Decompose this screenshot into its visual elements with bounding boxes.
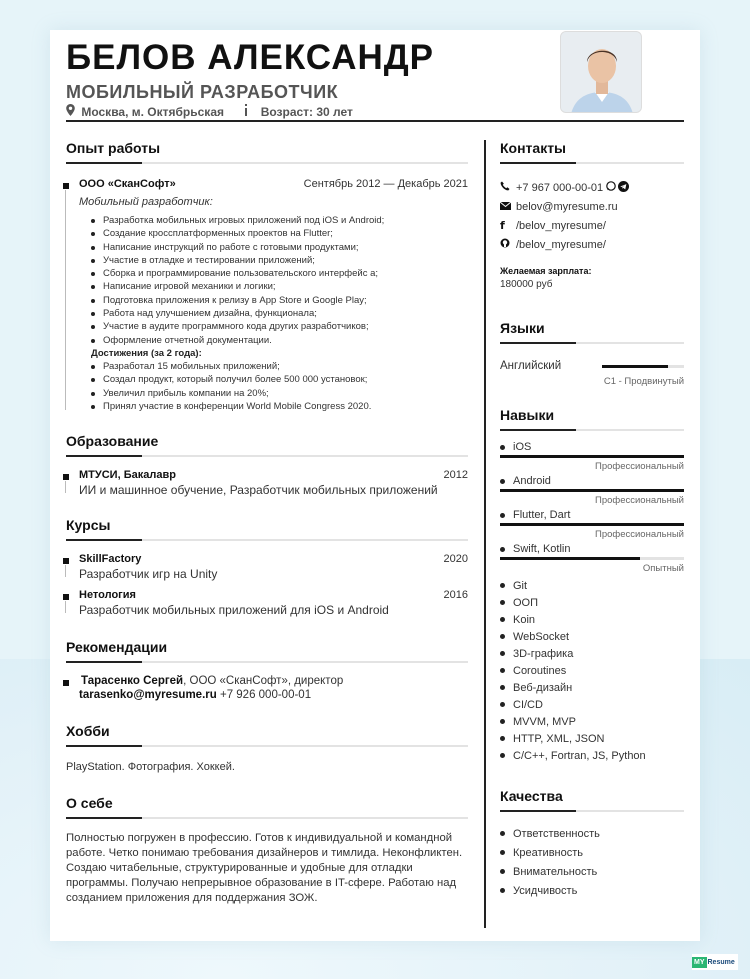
- recommendations-title: Рекомендации: [66, 639, 168, 656]
- skill-item: [500, 509, 684, 540]
- quality-dot: [500, 888, 505, 893]
- skill-name: iOS: [513, 441, 532, 453]
- info-icon: [243, 104, 249, 119]
- skills-title: Навыки: [500, 407, 555, 423]
- resume-page: [50, 30, 700, 941]
- list-item: [500, 662, 684, 679]
- skill-dot: [500, 513, 505, 518]
- skill-dot: [500, 668, 505, 673]
- list-item: [500, 713, 684, 730]
- skill-name: Koin: [513, 613, 536, 626]
- skill-bar-fill: [500, 455, 684, 458]
- recommendation-details: , ООО «СканСофт», директор: [183, 675, 344, 688]
- quality-name: Внимательность: [513, 865, 598, 878]
- skill-bar: [500, 557, 684, 560]
- skill-dot: [500, 600, 505, 605]
- skill-dot: [500, 719, 505, 724]
- skill-bar-fill: [500, 557, 640, 560]
- skill-name: Swift, Kotlin: [513, 543, 571, 555]
- skill-name: ООП: [513, 596, 539, 609]
- achievements-list: [91, 360, 468, 413]
- logo-my: MY: [694, 958, 705, 966]
- list-item: [500, 577, 684, 594]
- list-item: Создание кроссплатформенных проектов на Flutter;: [91, 227, 468, 240]
- skill-name: Flutter, Dart: [513, 509, 571, 521]
- list-item: Увеличил прибыль компании на 20%;: [91, 387, 468, 400]
- skill-name: HTTP, XML, JSON: [513, 732, 605, 745]
- skill-dot: [500, 583, 505, 588]
- education-specialty: ИИ и машинное обучение, Разработчик мобильных приложений: [79, 483, 438, 498]
- languages-title: Языки: [500, 320, 545, 336]
- education-entry: [66, 469, 468, 497]
- courses-underline: [66, 539, 468, 541]
- recommendation-person-line: [79, 675, 468, 687]
- skill-item: [500, 475, 684, 506]
- skill-bar-fill: [500, 523, 684, 526]
- skill-dot: [500, 547, 505, 552]
- education-year: 2012: [443, 469, 468, 482]
- whatsapp-icon[interactable]: [606, 181, 616, 194]
- list-item: Написание инструкций по работе с готовыми продуктами;: [91, 241, 468, 254]
- course-name: Разработчик игр на Unity: [79, 567, 218, 582]
- phone-icon: [500, 181, 516, 194]
- location-pin-icon: [66, 104, 75, 119]
- skill-item: [500, 543, 684, 574]
- skill-dot: [500, 651, 505, 656]
- skill-dot: [500, 445, 505, 450]
- facebook-icon: f: [500, 219, 505, 232]
- skill-bar: [500, 489, 684, 492]
- entry-bullet: [63, 183, 69, 189]
- header-divider: [66, 120, 684, 122]
- duties-list: [91, 214, 468, 347]
- skill-name: MVVM, MVP: [513, 715, 576, 728]
- course-year: 2020: [443, 553, 468, 566]
- entry-line: [65, 565, 66, 577]
- course-name: Разработчик мобильных приложений для iOS и Android: [79, 603, 389, 618]
- language-name: Английский: [500, 360, 562, 372]
- about-title: О себе: [66, 795, 113, 812]
- achievements-title: Достижения (за 2 года):: [91, 347, 202, 359]
- skill-name: WebSocket: [513, 630, 570, 643]
- hobby-underline: [66, 745, 468, 747]
- contact-github-row: [500, 235, 684, 254]
- qualities-underline: [500, 810, 684, 812]
- contact-phone[interactable]: +7 967 000-00-01: [516, 181, 604, 194]
- skill-name: Веб-дизайн: [513, 681, 573, 694]
- skill-dot: [500, 479, 505, 484]
- quality-name: Усидчивость: [513, 884, 578, 897]
- list-item: [500, 628, 684, 645]
- list-item: Сборка и программирование пользовательского интерфейс а;: [91, 267, 468, 280]
- recommendation-phone[interactable]: +7 926 000-00-01: [216, 689, 312, 702]
- entry-bullet: [63, 474, 69, 480]
- list-item: [500, 824, 684, 843]
- hobby-text: PlayStation. Фотография. Хоккей.: [66, 761, 235, 774]
- list-item: [500, 747, 684, 764]
- resume-header: [66, 38, 684, 120]
- skill-name: 3D-графика: [513, 647, 574, 660]
- contact-email-row: [500, 197, 684, 216]
- age-text: Возраст: 30 лет: [260, 104, 353, 119]
- list-item: Подготовка приложения к релизу в App Store и Google Play;: [91, 294, 468, 307]
- course-school: Нетология: [79, 589, 136, 602]
- skill-dot: [500, 685, 505, 690]
- skill-bar: [500, 523, 684, 526]
- company-name: ООО «СканСофт»: [79, 178, 176, 190]
- course-entry: [66, 589, 468, 617]
- list-item: [500, 645, 684, 662]
- skill-level: Профессиональный: [595, 461, 684, 472]
- recommendation-entry: [66, 675, 468, 701]
- recommendation-contact-line: [79, 689, 468, 701]
- education-school: МТУСИ, Бакалавр: [79, 469, 176, 482]
- entry-line: [65, 481, 66, 493]
- skill-item: [500, 441, 684, 472]
- contact-facebook[interactable]: /belov_myresume/: [516, 219, 606, 232]
- quality-name: Креативность: [513, 846, 584, 859]
- contact-facebook-row: [500, 216, 684, 235]
- recommendations-underline: [66, 661, 468, 663]
- languages-underline: [500, 342, 684, 344]
- skill-name: Coroutines: [513, 664, 567, 677]
- experience-role: Мобильный разработчик:: [79, 196, 213, 208]
- language-level: C1 - Продвинутый: [603, 376, 684, 387]
- entry-bullet: [63, 594, 69, 600]
- skill-dot: [500, 753, 505, 758]
- skills-underline: [500, 429, 684, 431]
- telegram-icon[interactable]: [618, 181, 629, 195]
- email-icon: [500, 201, 516, 213]
- skill-bar: [500, 455, 684, 458]
- list-item: [500, 862, 684, 881]
- list-item: [500, 881, 684, 900]
- about-text: Полностью погружен в профессию. Готов к индивидуальной и командной работе. Четко понимаю требования дизайнеров и тимлида. Неконфликтен. Создаю читабельные, структурированные и удобные для отладки программы. Получаю непрерывное образование в IT-сфере. Работаю над созданием приложения для поддержания ЗОЖ.: [66, 832, 463, 905]
- contacts-underline: [500, 162, 684, 164]
- list-item: [500, 611, 684, 628]
- contacts-title: Контакты: [500, 140, 567, 156]
- list-item: Участие в аудите программного кода других разработчиков;: [91, 320, 468, 333]
- list-item: Разработка мобильных игровых приложений под iOS и Android;: [91, 214, 468, 227]
- list-item: [500, 594, 684, 611]
- list-item: [500, 730, 684, 747]
- skill-level: Профессиональный: [595, 529, 684, 540]
- list-item: [500, 843, 684, 862]
- experience-entry: [66, 178, 468, 413]
- list-item: Оформление отчетной документации.: [91, 334, 468, 347]
- list-item: Работа над улучшением дизайна, функционала;: [91, 307, 468, 320]
- skill-level: Профессиональный: [595, 495, 684, 506]
- location-text: Москва, м. Октябрьская: [81, 104, 224, 119]
- quality-name: Ответственность: [513, 827, 600, 840]
- experience-title: Опыт работы: [66, 140, 161, 156]
- courses-title: Курсы: [66, 517, 111, 534]
- list-item: [500, 696, 684, 713]
- candidate-meta: [66, 104, 353, 119]
- candidate-position: МОБИЛЬНЫЙ РАЗРАБОТЧИК: [66, 82, 339, 102]
- list-item: [500, 679, 684, 696]
- column-divider: [484, 140, 486, 928]
- recommendation-email[interactable]: tarasenko@myresume.ru: [79, 689, 217, 702]
- skill-name: CI/CD: [513, 698, 543, 711]
- right-column: [500, 140, 684, 900]
- list-item: Участие в отладке и тестировании приложений;: [91, 254, 468, 267]
- qualities-title: Качества: [500, 788, 563, 804]
- skill-name: Git: [513, 579, 528, 592]
- contact-phone-row: [500, 178, 684, 197]
- contact-email[interactable]: belov@myresume.ru: [516, 200, 618, 213]
- entry-bullet: [63, 558, 69, 564]
- quality-dot: [500, 869, 505, 874]
- recommendation-person: Тарасенко Сергей: [81, 675, 184, 688]
- experience-underline: [66, 162, 468, 164]
- list-item: Разработал 15 мобильных приложений;: [91, 360, 468, 373]
- salary-label: Желаемая зарплата:: [500, 266, 592, 276]
- entry-line: [65, 601, 66, 613]
- skill-level: Опытный: [642, 563, 684, 574]
- language-entry: [500, 360, 684, 372]
- course-year: 2016: [443, 589, 468, 602]
- skill-dot: [500, 634, 505, 639]
- skill-dot: [500, 702, 505, 707]
- skill-dot: [500, 736, 505, 741]
- entry-bullet: [63, 680, 69, 686]
- about-underline: [66, 817, 468, 819]
- list-item: Написание игровой механики и логики;: [91, 280, 468, 293]
- left-column: [66, 140, 468, 906]
- language-bar-fill: [602, 365, 668, 368]
- quality-dot: [500, 831, 505, 836]
- skill-name: Android: [513, 475, 551, 487]
- rated-skills: [500, 441, 684, 574]
- course-school: SkillFactory: [79, 553, 142, 566]
- education-title: Образование: [66, 433, 159, 450]
- candidate-name: БЕЛОВ АЛЕКСАНДР: [66, 38, 435, 77]
- logo-resume: Resume: [707, 958, 735, 966]
- quality-dot: [500, 850, 505, 855]
- github-icon: [500, 238, 516, 251]
- list-item: Принял участие в конференции World Mobile Congress 2020.: [91, 400, 468, 413]
- skill-dot: [500, 617, 505, 622]
- skill-bar-fill: [500, 489, 684, 492]
- experience-dates: Сентябрь 2012 — Декабрь 2021: [303, 178, 468, 190]
- candidate-photo: [560, 31, 642, 113]
- skill-name: C/C++, Fortran, JS, Python: [513, 749, 646, 762]
- contact-github[interactable]: /belov_myresume/: [516, 238, 606, 251]
- language-bar: [602, 365, 684, 368]
- hobby-title: Хобби: [66, 723, 110, 740]
- salary-value: 180000 руб: [500, 279, 553, 290]
- myresume-logo: [692, 954, 738, 970]
- list-item: Создал продукт, который получил более 500 000 установок;: [91, 373, 468, 386]
- entry-line: [65, 190, 66, 410]
- education-underline: [66, 455, 468, 457]
- plain-skills: [500, 577, 684, 764]
- course-entry: [66, 553, 468, 581]
